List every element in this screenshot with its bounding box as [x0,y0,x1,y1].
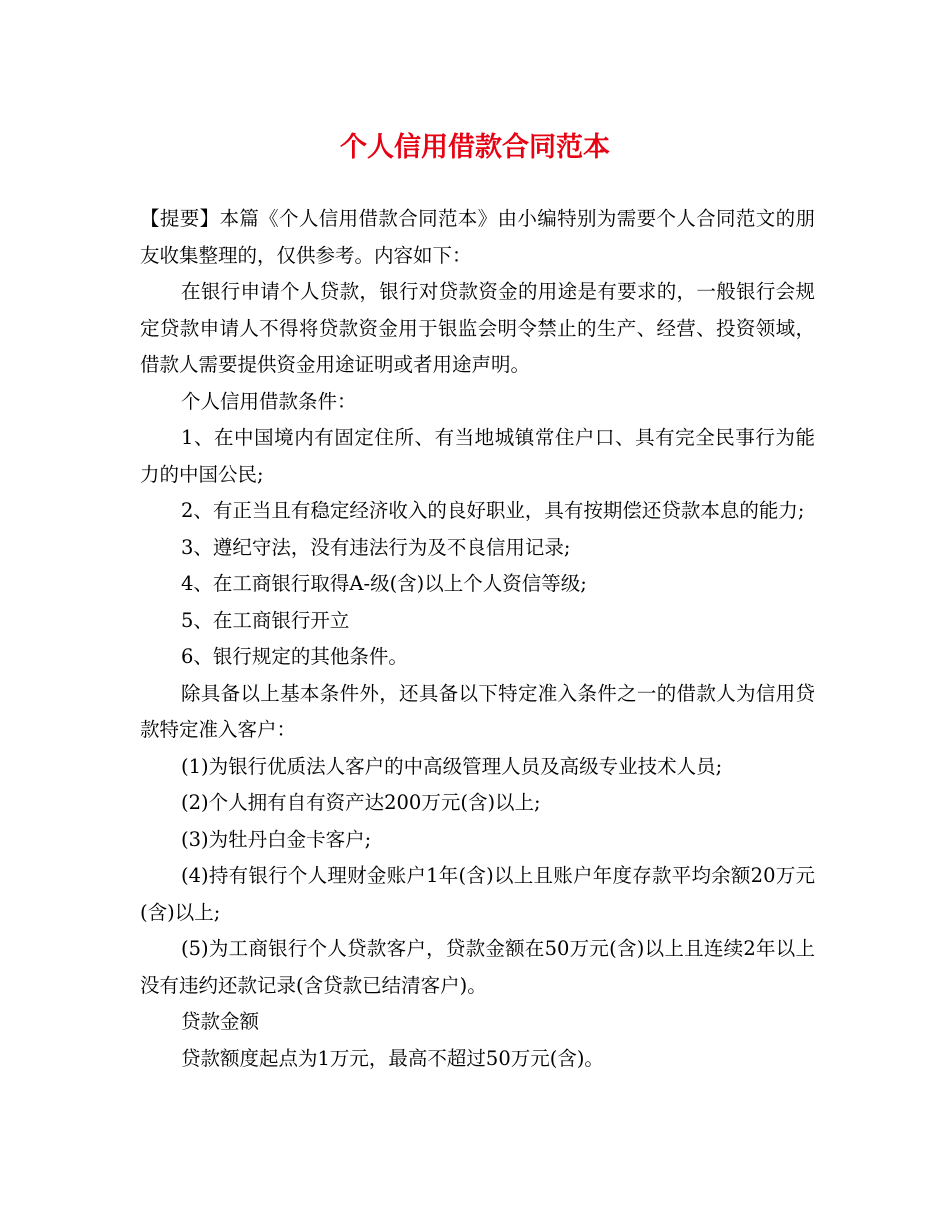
special-item-1: (1)为银行优质法人客户的中高级管理人员及高级专业技术人员; [181,754,723,778]
special-item-5: (5)为工商银行个人贷款客户，贷款金额在50万元(含)以上且连续2年以上没有违约还款记录(含贷款已结清客户)。 [140,937,815,997]
condition-item-4: 4、在工商银行取得A-级(含)以上个人资信等级; [181,572,587,595]
loan-amount-heading: 贷款金额 [181,1010,260,1033]
condition-item-6: 6、银行规定的其他条件。 [181,645,408,668]
conditions-heading: 个人信用借款条件： [181,389,357,413]
special-item-4: (4)持有银行个人理财金账户1年(含)以上且账户年度存款平均余额20万元(含)以上; [140,864,815,924]
loan-amount-paragraph: 贷款额度起点为1万元，最高不超过50万元(含)。 [181,1046,604,1070]
condition-item-2: 2、有正当且有稳定经济收入的良好职业，具有按期偿还贷款本息的能力; [181,499,805,522]
intro-paragraph: 在银行申请个人贷款，银行对贷款资金的用途是有要求的，一般银行会规定贷款申请人不得将贷款资金用于银监会明令禁止的生产、经营、投资领域，借款人需要提供资金用途证明或者用途声明。 [140,280,815,376]
summary-paragraph: 【提要】本篇《个人信用借款合同范本》由小编特别为需要个人合同范文的朋友收集整理的，仅供参考。内容如下： [140,207,815,267]
special-access-paragraph: 除具备以上基本条件外，还具备以下特定准入条件之一的借款人为信用贷款特定准入客户： [140,681,815,741]
condition-item-5: 5、在工商银行开立 [181,608,350,632]
condition-item-3: 3、遵纪守法，没有违法行为及不良信用记录; [181,535,571,559]
document-title: 个人信用借款合同范本 [340,132,610,163]
special-item-3: (3)为牡丹白金卡客户; [181,827,372,851]
special-item-2: (2)个人拥有自有资产达200万元(含)以上; [181,791,541,814]
condition-item-1: 1、在中国境内有固定住所、有当地城镇常住户口、具有完全民事行为能力的中国公民; [140,426,815,486]
document-body [140,201,815,1077]
